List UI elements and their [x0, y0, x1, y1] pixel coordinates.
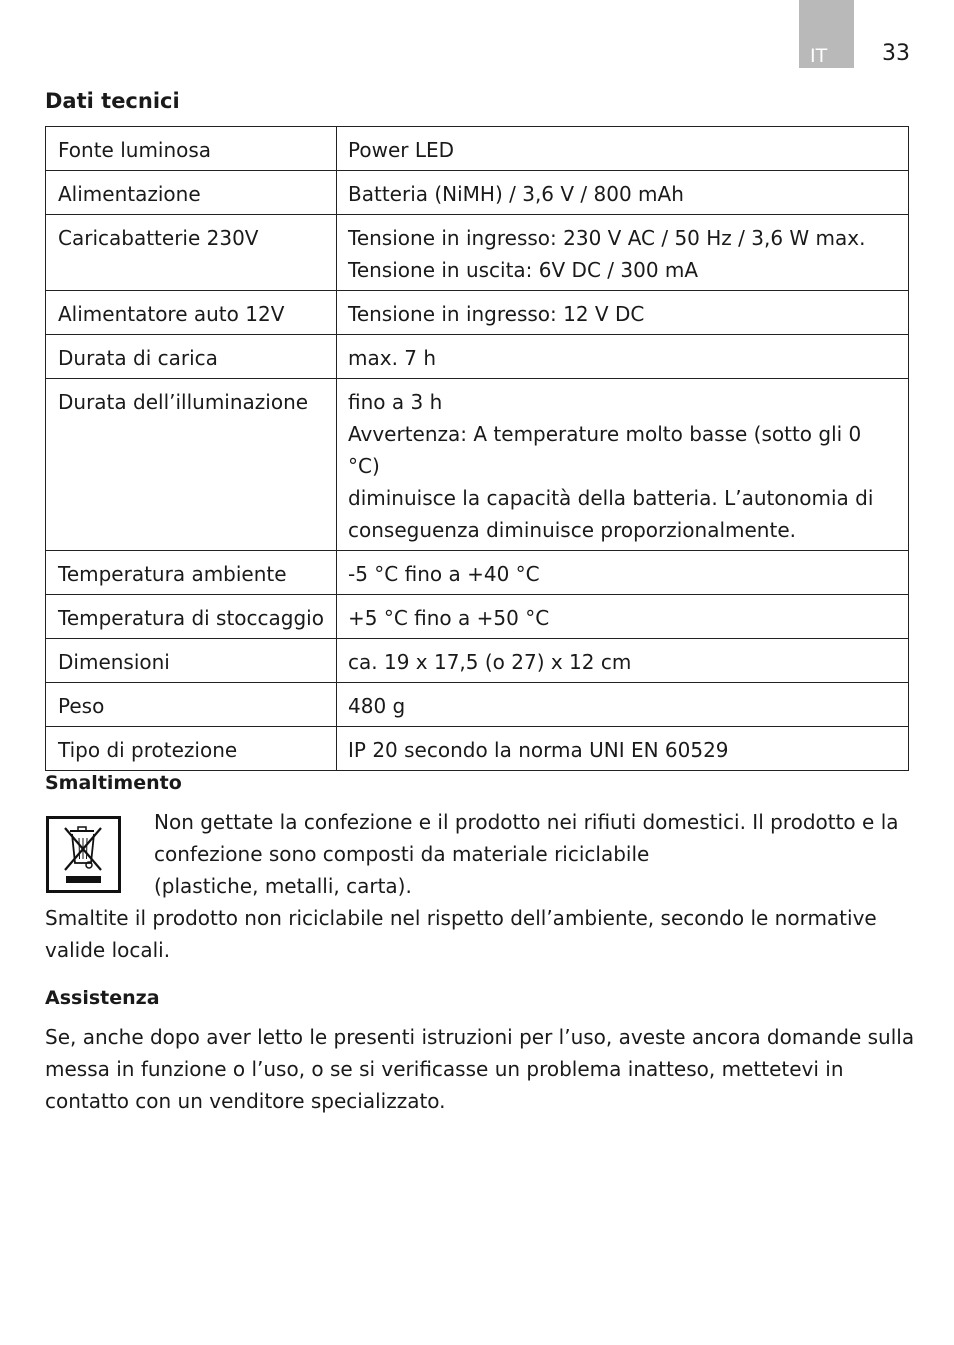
disposal-line-1: Non gettate la confezione e il prodotto nei rifiuti domestici. Il prodotto e la	[154, 810, 899, 834]
page-number: 33	[882, 41, 910, 66]
spec-label: Peso	[46, 683, 337, 727]
spec-value-line: Power LED	[348, 138, 455, 162]
spec-value-line: Tensione in ingresso: 12 V DC	[348, 302, 645, 326]
spec-value	[337, 379, 909, 551]
table-row	[46, 595, 909, 639]
spec-label: Temperatura di stoccaggio	[46, 595, 337, 639]
spec-value-line: ca. 19 x 17,5 (o 27) x 12 cm	[348, 650, 632, 674]
spec-value-line: fino a 3 h	[348, 390, 443, 414]
spec-value	[337, 595, 909, 639]
language-tab: IT	[799, 0, 854, 68]
spec-value-line: Tensione in uscita: 6V DC / 300 mA	[348, 258, 699, 282]
spec-value	[337, 727, 909, 771]
service-heading: Assistenza	[45, 987, 160, 1009]
spec-value-line: +5 °C fino a +50 °C	[348, 606, 550, 630]
spec-label: Alimentazione	[46, 171, 337, 215]
spec-value-line: Tensione in ingresso: 230 V AC / 50 Hz / 3,6 W max.	[348, 226, 866, 250]
spec-label: Durata di carica	[46, 335, 337, 379]
table-row	[46, 727, 909, 771]
spec-value	[337, 335, 909, 379]
spec-value-line: 480 g	[348, 694, 406, 718]
table-row	[46, 335, 909, 379]
spec-value	[337, 171, 909, 215]
technical-data-heading: Dati tecnici	[45, 89, 180, 113]
spec-label: Caricabatterie 230V	[46, 215, 337, 291]
spec-label: Alimentatore auto 12V	[46, 291, 337, 335]
crossed-out-wheelie-bin-icon	[46, 816, 121, 893]
table-row	[46, 683, 909, 727]
table-row	[46, 171, 909, 215]
spec-value-line: Avvertenza: A temperature molto basse (sotto gli 0 °C)	[348, 422, 862, 478]
spec-value-line: diminuisce la capacità della batteria. L’autonomia di	[348, 486, 874, 510]
spec-label: Dimensioni	[46, 639, 337, 683]
spec-value-line: -5 °C fino a +40 °C	[348, 562, 540, 586]
spec-value	[337, 127, 909, 171]
disposal-paragraph: Smaltite il prodotto non riciclabile nel rispetto dell’ambiente, secondo le normative valide locali.	[45, 906, 877, 962]
service-paragraph: Se, anche dopo aver letto le presenti istruzioni per l’uso, aveste ancora domande sulla messa in funzione o l’uso, o se si verificasse un problema inatteso, mettetevi in contatto con un venditore specializzato.	[45, 1025, 915, 1113]
disposal-icon-text	[154, 806, 909, 902]
spec-value-line: conseguenza diminuisce proporzionalmente.	[348, 518, 796, 542]
spec-label: Fonte luminosa	[46, 127, 337, 171]
table-row	[46, 127, 909, 171]
spec-value-line: max. 7 h	[348, 346, 437, 370]
spec-value	[337, 683, 909, 727]
spec-label: Tipo di protezione	[46, 727, 337, 771]
spec-label: Temperatura ambiente	[46, 551, 337, 595]
spec-value-line: IP 20 secondo la norma UNI EN 60529	[348, 738, 729, 762]
disposal-line-2: confezione sono composti da materiale riciclabile	[154, 842, 650, 866]
technical-data-table	[45, 126, 909, 771]
disposal-line-3: (plastiche, metalli, carta).	[154, 874, 412, 898]
spec-value-line: Batteria (NiMH) / 3,6 V / 800 mAh	[348, 182, 684, 206]
spec-value	[337, 551, 909, 595]
table-row	[46, 639, 909, 683]
table-row	[46, 551, 909, 595]
table-row	[46, 215, 909, 291]
spec-value	[337, 291, 909, 335]
spec-value	[337, 215, 909, 291]
spec-label: Durata dell’illuminazione	[46, 379, 337, 551]
table-row	[46, 379, 909, 551]
disposal-heading: Smaltimento	[45, 772, 182, 794]
spec-value	[337, 639, 909, 683]
table-row	[46, 291, 909, 335]
